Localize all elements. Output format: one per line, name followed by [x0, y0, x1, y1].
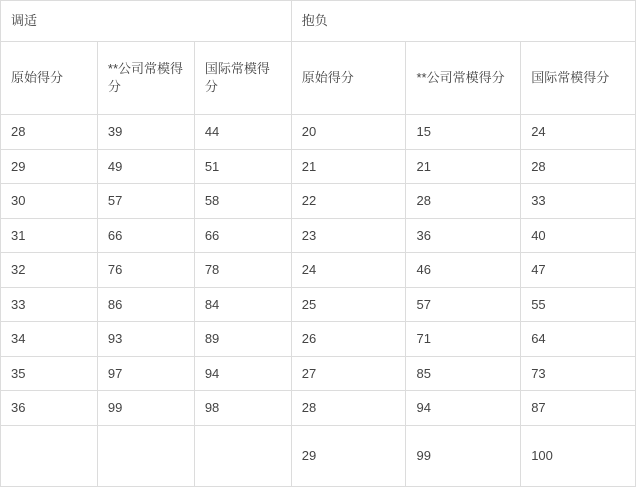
table-row [1, 115, 636, 150]
table-body [1, 1, 636, 487]
table-row-last [1, 425, 636, 486]
cell-raw-2: 25 [291, 287, 406, 322]
cell-intl-1: 78 [194, 253, 291, 288]
cell-raw-1: 32 [1, 253, 98, 288]
cell-company-1: 99 [97, 391, 194, 426]
column-header-international-norm-2: 国际常模得分 [521, 42, 636, 115]
cell-company-1-empty [97, 425, 194, 486]
cell-intl-2: 64 [521, 322, 636, 357]
cell-company-2: 28 [406, 184, 521, 219]
table-row [1, 218, 636, 253]
cell-company-2: 15 [406, 115, 521, 150]
table-row [1, 184, 636, 219]
cell-intl-1: 98 [194, 391, 291, 426]
cell-raw-2: 24 [291, 253, 406, 288]
cell-company-1: 86 [97, 287, 194, 322]
cell-raw-2: 27 [291, 356, 406, 391]
cell-intl-1: 84 [194, 287, 291, 322]
cell-intl-2: 28 [521, 149, 636, 184]
cell-company-2: 99 [406, 425, 521, 486]
cell-company-1: 66 [97, 218, 194, 253]
cell-intl-1: 66 [194, 218, 291, 253]
cell-company-1: 97 [97, 356, 194, 391]
column-header-international-norm-1: 国际常模得分 [194, 42, 291, 115]
cell-company-2: 21 [406, 149, 521, 184]
cell-company-1: 49 [97, 149, 194, 184]
cell-raw-1: 30 [1, 184, 98, 219]
cell-raw-2: 21 [291, 149, 406, 184]
cell-company-2: 85 [406, 356, 521, 391]
cell-intl-1: 51 [194, 149, 291, 184]
column-header-raw-score-2: 原始得分 [291, 42, 406, 115]
table-row [1, 253, 636, 288]
cell-company-2: 46 [406, 253, 521, 288]
cell-raw-1: 31 [1, 218, 98, 253]
table-row [1, 391, 636, 426]
table-row [1, 149, 636, 184]
table-row [1, 287, 636, 322]
column-header-row [1, 42, 636, 115]
table-row [1, 322, 636, 357]
cell-raw-1: 35 [1, 356, 98, 391]
cell-raw-1: 36 [1, 391, 98, 426]
cell-intl-1: 94 [194, 356, 291, 391]
cell-raw-1: 33 [1, 287, 98, 322]
cell-raw-2: 28 [291, 391, 406, 426]
cell-raw-2: 22 [291, 184, 406, 219]
table-row [1, 356, 636, 391]
cell-intl-2: 55 [521, 287, 636, 322]
cell-company-1: 76 [97, 253, 194, 288]
cell-intl-2: 40 [521, 218, 636, 253]
cell-raw-1-empty [1, 425, 98, 486]
cell-intl-1: 58 [194, 184, 291, 219]
cell-intl-1: 89 [194, 322, 291, 357]
group-header-ambition: 抱负 [291, 1, 635, 42]
cell-intl-2: 47 [521, 253, 636, 288]
cell-intl-2: 100 [521, 425, 636, 486]
cell-intl-2: 33 [521, 184, 636, 219]
cell-company-2: 94 [406, 391, 521, 426]
column-header-raw-score-1: 原始得分 [1, 42, 98, 115]
cell-raw-2: 26 [291, 322, 406, 357]
cell-intl-1-empty [194, 425, 291, 486]
cell-company-2: 71 [406, 322, 521, 357]
cell-raw-1: 34 [1, 322, 98, 357]
cell-intl-2: 24 [521, 115, 636, 150]
cell-company-1: 57 [97, 184, 194, 219]
cell-raw-2: 20 [291, 115, 406, 150]
group-header-adjustment: 调适 [1, 1, 292, 42]
cell-company-2: 36 [406, 218, 521, 253]
cell-raw-1: 29 [1, 149, 98, 184]
column-header-company-norm-1: **公司常模得分 [97, 42, 194, 115]
cell-company-2: 57 [406, 287, 521, 322]
cell-raw-2: 29 [291, 425, 406, 486]
cell-company-1: 39 [97, 115, 194, 150]
cell-intl-1: 44 [194, 115, 291, 150]
cell-company-1: 93 [97, 322, 194, 357]
cell-raw-1: 28 [1, 115, 98, 150]
cell-intl-2: 87 [521, 391, 636, 426]
column-header-company-norm-2: **公司常模得分 [406, 42, 521, 115]
cell-intl-2: 73 [521, 356, 636, 391]
group-header-row [1, 1, 636, 42]
cell-raw-2: 23 [291, 218, 406, 253]
